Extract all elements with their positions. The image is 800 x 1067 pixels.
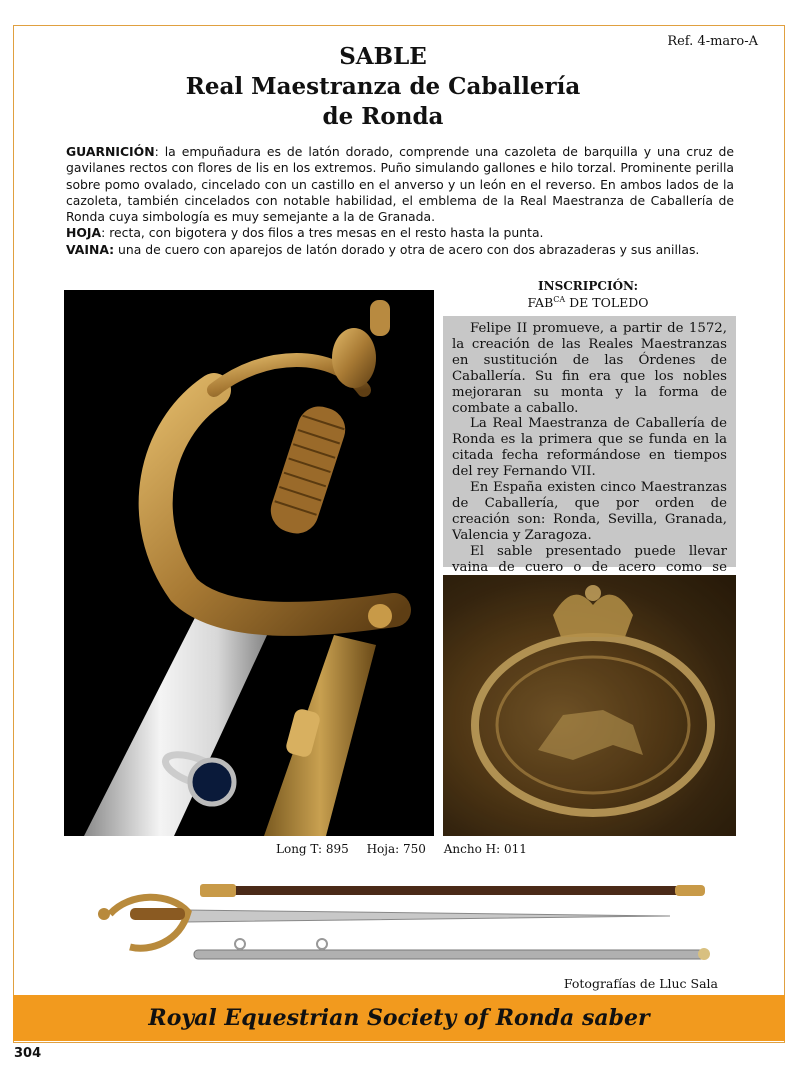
inscription-superscript: CA	[553, 295, 566, 304]
info-paragraph: Felipe II promueve, a partir de 1572, la creación de las Reales Maestranzas en sustitución de las Órdenes de Caballería. Su fin era que los nobles mejoraran su monta y la forma de combate a caballo.	[452, 321, 727, 416]
title-line-2: Real Maestranza de Caballería	[185, 73, 581, 100]
guarnicion-text: : la empuñadura es de latón dorado, comprende una cazoleta de barquilla y una cruz de gavilanes rectos con flores de lis en los extremos. Puño simulando gallones e hilo torzal. Prominente perilla sobre pomo ovalado, cincelado con un castillo en el anverso y un león en el reverso. En ambos lados de la cazoleta, también cincelados con notable habilidad, el emblema de la Real Maestranza de Caballería de Ronda cuya simbología es muy semejante a la de Granada.	[66, 144, 734, 225]
title-line-1: SABLE	[339, 43, 427, 70]
emblem-illustration	[443, 575, 736, 836]
sabre-hilt-photo	[64, 290, 434, 836]
history-infobox	[443, 316, 736, 575]
guarnicion-label: GUARNICIÓN	[66, 144, 155, 159]
hoja-text: : recta, con bigotera y dos filos a tres mesas en el resto hasta la punta.	[101, 225, 544, 241]
page-title	[0, 42, 766, 132]
inscription-heading: INSCRIPCIÓN:	[538, 279, 638, 293]
inscription-main: FAB	[527, 295, 554, 311]
banner-title: Royal Equestrian Society of Ronda saber	[148, 1005, 650, 1031]
vaina-label: VAINA:	[66, 241, 115, 257]
sabre-hilt-illustration	[64, 290, 434, 836]
dimension-blade: Hoja: 750	[366, 842, 426, 856]
photo-credit: Fotografías de Lluc Sala	[563, 976, 718, 991]
dimensions-row	[276, 842, 541, 856]
page-number: 304	[14, 1046, 42, 1061]
full-sabre-photo	[90, 872, 730, 972]
info-paragraph: En España existen cinco Maestranzas de Caballería, que por orden de creación son: Ronda, Sevilla, Granada, Valencia y Zaragoza.	[452, 480, 727, 543]
vaina-text: una de cuero con aparejos de latón dorado y otra de acero con dos abrazaderas y sus anillas.	[114, 241, 700, 257]
footer-banner	[13, 995, 785, 1041]
hoja-label: HOJA	[66, 225, 102, 241]
reference-code: Ref. 4-maro-A	[667, 34, 758, 49]
emblem-detail-photo	[443, 575, 736, 836]
full-sabre-illustration	[90, 872, 730, 972]
sabre-description	[66, 144, 734, 258]
info-paragraph: La Real Maestranza de Caballería de Ronda es la primera que se funda en la citada fecha reformándose en tiempos del rey Fernando VII.	[452, 416, 727, 480]
inscription-value	[440, 295, 736, 310]
dimension-width: Ancho H: 011	[443, 842, 527, 856]
inscription-rest: DE TOLEDO	[565, 295, 649, 311]
title-line-3: de Ronda	[322, 103, 444, 130]
dimension-length: Long T: 895	[276, 842, 349, 856]
info-paragraph: El sable presentado puede llevar vaina de cuero o de acero como se	[452, 543, 727, 575]
